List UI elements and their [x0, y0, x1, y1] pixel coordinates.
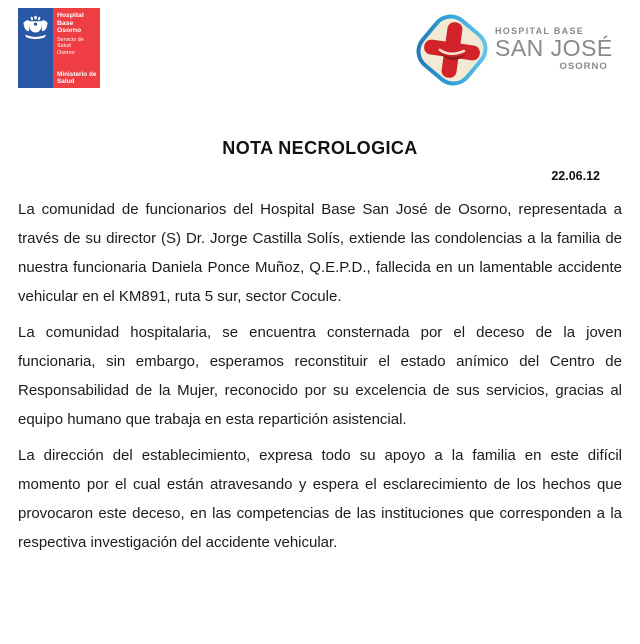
body-paragraph-1: La comunidad de funcionarios del Hospital Base San José de Osorno, representada a través de su director (S) Dr. Jorge Castilla Solís, extiende las condolencias a la familia de nuestra funcionaria Daniela Ponce Muñoz, Q.E.P.D., fallecida en un lamentable accidente vehicular en el KM891, ruta 5 sur, sector Cocule. [18, 201, 622, 305]
logo-blue-panel [18, 8, 53, 88]
hospital-cross-icon [410, 12, 494, 88]
left-logo-subtitle-line2: Osorno [57, 49, 75, 56]
right-logo-tagline: HOSPITAL BASE [495, 26, 585, 36]
left-logo-title [57, 12, 98, 35]
left-logo-title-line1: Hospital Base [57, 12, 84, 27]
left-logo-footer-line2: Salud [57, 77, 75, 85]
left-logo-footer-line1: Ministerio de [57, 70, 97, 78]
logo-red-panel [53, 8, 100, 88]
ministerio-salud-logo [18, 8, 100, 88]
document-date: 22.06.12 [551, 169, 600, 183]
document-body [18, 195, 622, 564]
right-logo-text [495, 10, 613, 72]
page-title: NOTA NECROLOGICA [222, 138, 418, 159]
body-paragraph-3: La dirección del establecimiento, expresa todo su apoyo a la familia en este difícil momento por el cual están atravesando y espera el esclarecimiento de los hechos que provocaron este deceso, en las competencias de las instituciones que corresponden a la respectiva investigación del accidente vehicular. [18, 447, 622, 551]
left-logo-footer [57, 71, 98, 85]
body-paragraph-2: La comunidad hospitalaria, se encuentra consternada por el deceso de la joven funcionaria, sin embargo, esperamos reconstituir el estado anímico del Centro de Responsabilidad de la Mujer, reconocido por su excelencia de sus servicios, gracias al equipo humano que trabaja en esta repartición asistencial. [18, 324, 622, 428]
right-logo-name: SAN JOSÉ [495, 35, 613, 61]
right-logo-city: OSORNO [559, 61, 608, 72]
left-logo-title-line2: Osorno [57, 27, 82, 35]
left-logo-subtitle-line1: Servicio de Salud [57, 37, 84, 50]
chile-coat-of-arms-icon [21, 12, 50, 45]
hospital-san-jose-logo [410, 10, 613, 88]
left-logo-subtitle [57, 37, 98, 56]
